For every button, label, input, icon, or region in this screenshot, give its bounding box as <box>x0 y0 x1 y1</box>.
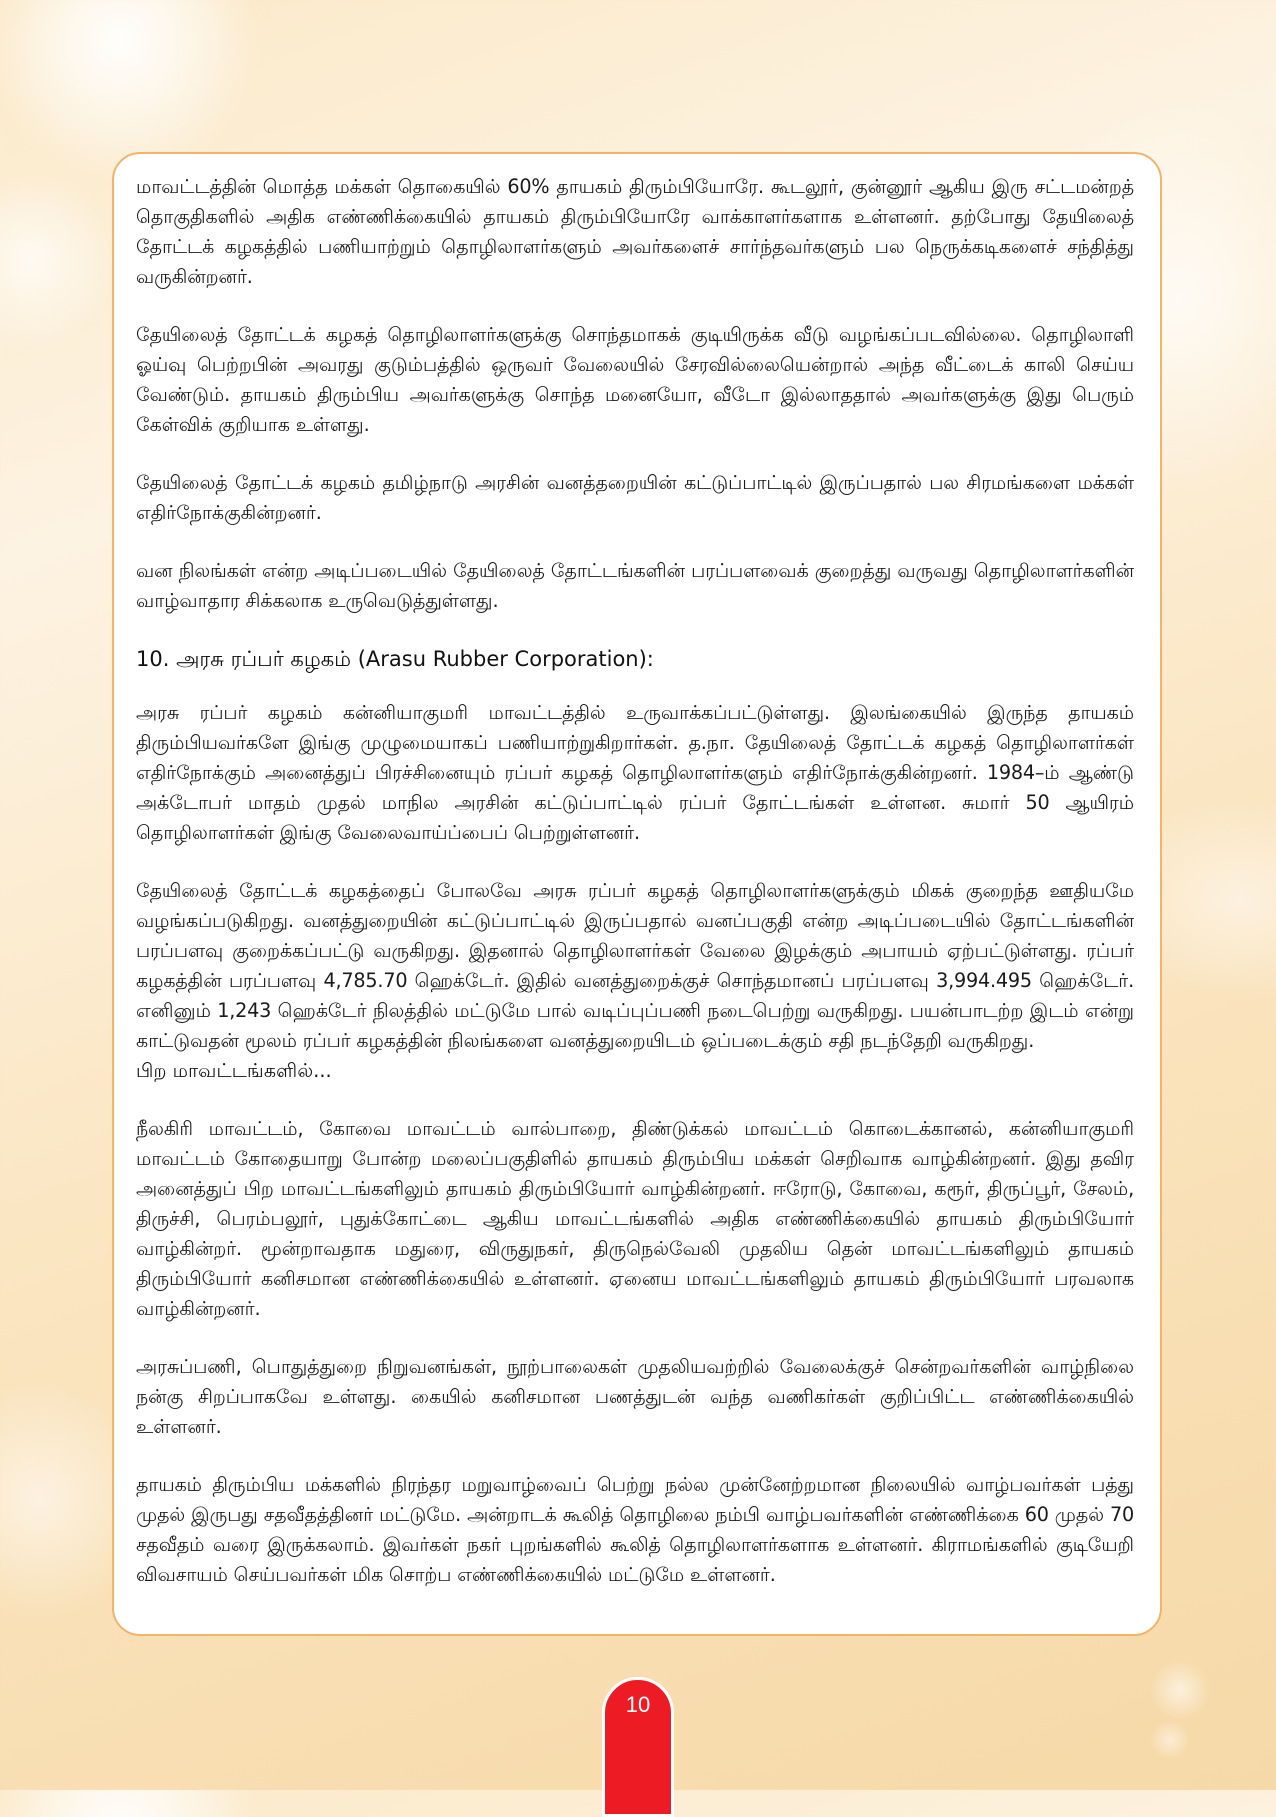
page-number: 10 <box>625 1692 651 1717</box>
paragraph-rubber-wages-area: தேயிலைத் தோட்டக் கழகத்தைப் போலவே அரசு ரப்பர் கழகத் தொழிலாளர்களுக்கும் மிகக் குறைந்த ஊதியமே வழங்கப்படுகிறது. வனத்துறையின் கட்டுப்பாட்டில் இருப்பதால் வனப்பகுதி என்ற அடிப்படையில் தோட்டங்களின் பரப்பளவு குறைக்கப்பட்டு வருகிறது. இதனால் தொழிலாளர்கள் வேலை இழக்கும் அபாயம் ஏற்பட்டுள்ளது. ரப்பர் கழகத்தின் பரப்பளவு 4,785.70 ஹெக்டேர். இதில் வனத்துறைக்குச் சொந்தமானப் பரப்பளவு 3,994.495 ஹெக்டேர். எனினும் 1,243 ஹெக்டேர் நிலத்தில் மட்டுமே பால் வடிப்புப்பணி நடைபெற்று வருகிறது. பயன்பாடற்ற இடம் என்று காட்டுவதன் மூலம் ரப்பர் கழகத்தின் நிலங்களை வனத்துறையிடம் ஒப்படைக்கும் சதி நடந்தேறி வருகிறது. <box>136 879 1134 1052</box>
paragraph-forest-department-control: தேயிலைத் தோட்டக் கழகம் தமிழ்நாடு அரசின் வனத்தறையின் கட்டுப்பாட்டில் இருப்பதால் பல சிரமங்களை மக்கள் எதிர்நோக்குகின்றனர். <box>136 471 1134 524</box>
paragraph-govt-jobs-traders: அரசுப்பணி, பொதுத்துறை நிறுவனங்கள், நூற்பாலைகள் முதலியவற்றில் வேலைக்குச் சென்றவர்களின் வாழ்நிலை நன்கு சிறப்பாகவே உள்ளது. கையில் கனிசமான பணத்துடன் வந்த வணிகர்கள் குறிப்பிட்ட எண்ணிக்கையில் உள்ளனர். <box>136 1355 1134 1438</box>
section-heading-arasu-rubber: 10. அரசு ரப்பர் கழகம் (Arasu Rubber Corporation): <box>136 647 654 671</box>
paragraph-rubber-corporation-intro: அரசு ரப்பர் கழகம் கன்னியாகுமரி மாவட்டத்தில் உருவாக்கப்பட்டுள்ளது. இலங்கையில் இருந்த தாயகம் திரும்பியவர்களே இங்கு முழுமையாகப் பணியாற்றுகிறார்கள். த.நா. தேயிலைத் தோட்டக் கழகத் தொழிலாளர்கள் எதிர்நோக்கும் அனைத்துப் பிரச்சினையும் ரப்பர் கழகத் தொழிலாளர்களும் எதிர்நோக்குகின்றனர். 1984–ம் ஆண்டு அக்டோபர் மாதம் முதல் மாநில அரசின் கட்டுப்பாட்டில் ரப்பர் தோட்டங்கள் உள்ளன. சுமார் 50 ஆயிரம் தொழிலாளர்கள் இங்கு வேலைவாய்ப்பைப் பெற்றுள்ளனர். <box>136 701 1134 844</box>
page-number-badge <box>602 1677 674 1817</box>
paragraph-housing-issue: தேயிலைத் தோட்டக் கழகத் தொழிலாளர்களுக்கு சொந்தமாகக் குடியிருக்க வீடு வழங்கப்படவில்லை. தொழிலாளி ஓய்வு பெற்றபின் அவரது குடும்பத்தில் ஒருவர் வேலையில் சேரவில்லையென்றால் அந்த வீட்டைக் காலி செய்ய வேண்டும். தாயகம் திரும்பிய அவர்களுக்கு சொந்த மனையோ, வீடோ இல்லாததால் அவர்களுக்கு இது பெரும் கேள்விக் குறியாக உள்ளது. <box>136 323 1134 436</box>
content-card <box>112 152 1162 1636</box>
paragraph-district-population: மாவட்டத்தின் மொத்த மக்கள் தொகையில் 60% தாயகம் திரும்பியோரே. கூடலூர், குன்னூர் ஆகிய இரு சட்டமன்றத் தொகுதிகளில் அதிக எண்ணிக்கையில் தாயகம் திரும்பியோரே வாக்காளர்களாக உள்ளனர். தற்போது தேயிலைத் தோட்டக் கழகத்தில் பணியாற்றும் தொழிலாளர்களும் அவர்களைச் சார்ந்தவர்களும் பல நெருக்கடிகளைச் சந்தித்து வருகின்றனர். <box>136 175 1134 288</box>
paragraph-forest-land-reduction: வன நிலங்கள் என்ற அடிப்படையில் தேயிலைத் தோட்டங்களின் பரப்பளவைக் குறைத்து வருவது தொழிலாளர்களின் வாழ்வாதார சிக்கலாக உருவெடுத்துள்ளது. <box>136 559 1134 612</box>
paragraph-rehabilitation-status: தாயகம் திரும்பிய மக்களில் நிரந்தர மறுவாழ்வைப் பெற்று நல்ல முன்னேற்றமான நிலையில் வாழ்பவர்கள் பத்து முதல் இருபது சதவீதத்தினர் மட்டுமே. அன்றாடக் கூலித் தொழிலை நம்பி வாழ்பவர்களின் எண்ணிக்கை 60 முதல் 70 சதவீதம் வரை இருக்கலாம். இவர்கள் நகர் புறங்களில் கூலித் தொழிலாளர்களாக உள்ளனர். கிராமங்களில் குடியேறி விவசாயம் செய்பவர்கள் மிக சொற்ப எண்ணிக்கையில் மட்டுமே உள்ளனர். <box>136 1473 1134 1586</box>
paragraph-other-districts: நீலகிரி மாவட்டம், கோவை மாவட்டம் வால்பாறை, திண்டுக்கல் மாவட்டம் கொடைக்கானல், கன்னியாகுமரி மாவட்டம் கோதையாறு போன்ற மலைப்பகுதிளில் தாயகம் திரும்பிய மக்கள் செறிவாக வாழ்கின்றனர். இது தவிர அனைத்துப் பிற மாவட்டங்களிலும் தாயகம் திரும்பியோர் வாழ்கின்றனர். ஈரோடு, கோவை, கரூர், திருப்பூர், சேலம், திருச்சி, பெரம்பலூர், புதுக்கோட்டை ஆகிய மாவட்டங்களில் அதிக எண்ணிக்கையில் தாயகம் திரும்பியோர் வாழ்கின்றர். மூன்றாவதாக மதுரை, விருதுநகர், திருநெல்வேலி முதலிய தென் மாவட்டங்களிலும் தாயகம் திரும்பியோர் கனிசமான எண்ணிக்கையில் உள்ளனர். ஏனைய மாவட்டங்களிலும் தாயகம் திரும்பியோர் பரவலாக வாழ்கின்றனர். <box>136 1117 1134 1320</box>
subheading-other-districts: பிற மாவட்டங்களில்... <box>136 1059 332 1082</box>
